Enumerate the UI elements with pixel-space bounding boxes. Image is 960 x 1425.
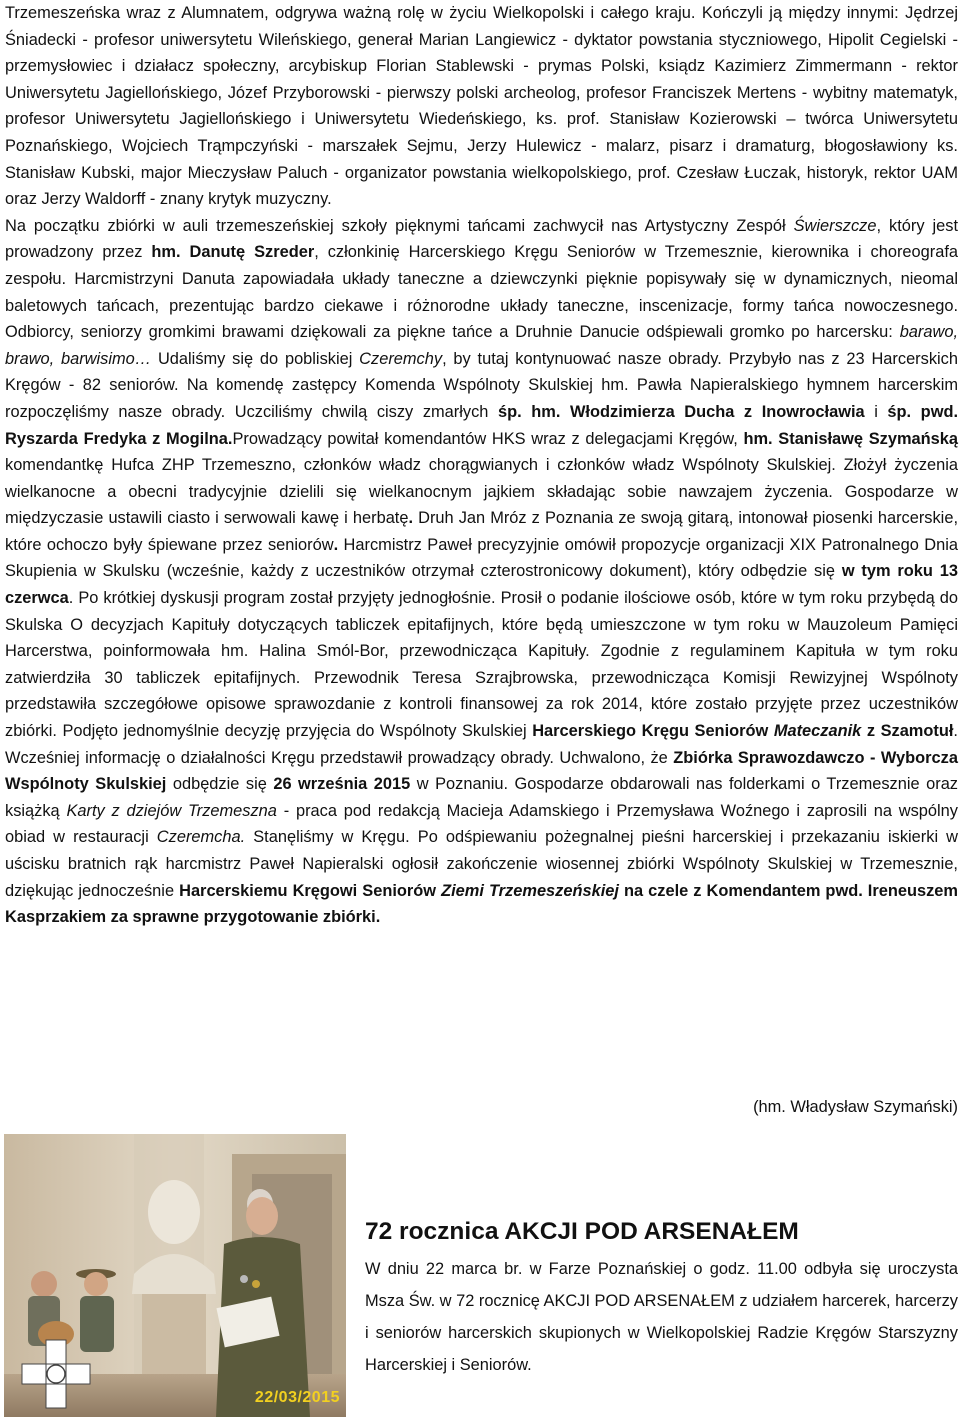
photo-bust-head: [148, 1180, 200, 1244]
photo-man-medal: [240, 1275, 248, 1283]
photo-date-stamp: 22/03/2015: [254, 1389, 340, 1406]
text-run: . Wcześniej informację o działalności Kręgu przedstawił prowadzący obrady. Uchwalono, że: [5, 722, 958, 767]
text-run: .: [408, 509, 414, 528]
article-text: [5, 0, 958, 931]
text-run: hm.: [743, 429, 773, 448]
text-run: Stanęliśmy w Kręgu. Po odśpiewaniu pożegnalnej pieśni harcerskiej i przekazaniu iskierki w uścisku bratnich rąk harcmistrz Paweł Napieralski ogłosił zakończenie wiosennej zbiórki Wspólnoty Skulskiej w Trzemesznie, dziękując jednocześnie: [5, 828, 958, 900]
text-run: barawo, brawo, barwisimo…: [5, 323, 958, 368]
text-run: komendantkę Hufca ZHP Trzemeszno, członków władz chorągwianych i członków władz Wspólnoty Skulskiej. Złożył życzenia wielkanocne a obecni tradycyjnie dzielili się wielkanocnym jajkiem składając sobie nawzajem życzenia. Gospodarze w międzyczasie ustawili ciasto i serwowali kawę i herbatę: [5, 456, 958, 528]
text-run: , który jest prowadzony przez: [5, 216, 958, 262]
text-run: Mateczanik: [773, 722, 862, 741]
text-run: i: [864, 402, 888, 421]
text-run: Czeremcha.: [156, 828, 246, 847]
text-run: - praca pod redakcją Macieja Adamskiego i Przemysława Woźnego i zaprosili na wspólny obiad w restauracji: [5, 801, 958, 847]
event-photo-scene: [4, 1134, 346, 1417]
text-run: Harcerskiego Kręgu Seniorów: [532, 722, 774, 741]
text-run: w tym roku 13 czerwca: [5, 562, 958, 608]
text-run: Zbiórka Sprawozdawczo - Wyborcza Wspólnoty Skulskiej: [5, 748, 958, 794]
text-run: z Szamotuł: [861, 722, 954, 741]
text-run: Harcmistrz Paweł precyzyjnie omówił propozycje organizacji XIX Patronalnego Dnia Skupienia w Skulsku (wcześnie, każdy z uczestników otrzymał czterostronicowy dokument), który odbędzie się: [5, 535, 958, 581]
text-run: Świerszcze: [793, 216, 877, 235]
photo-girl-head: [31, 1271, 57, 1297]
text-run: śp. pwd. Ryszarda Fredyka z Mogilna.: [5, 402, 959, 448]
text-run: odbędzie się: [166, 775, 274, 794]
text-run: Stanisławę Szymańską: [778, 429, 958, 448]
text-run: , by tutaj kontynuować nasze obrady. Przybyło nas z 23 Harcerskich Kręgów - 82 seniorów. Na komendę zastępcy Komenda Wspólnoty Skulskiej hm. Pawła Napieralskiego hymnem harcerskim rozpoczęliśmy nasze obrady. Uczciliśmy chwilą ciszy zmarłych: [5, 349, 958, 421]
text-run: Ziemi Trzemeszeńskiej: [441, 881, 619, 900]
text-run: Czeremchy: [359, 349, 443, 368]
photo-scout-head: [84, 1272, 108, 1296]
text-run: 26 września 2015: [273, 775, 411, 794]
text-run: .: [333, 535, 339, 554]
section-arsenal: [365, 1215, 958, 1381]
text-run: . Po krótkiej dyskusji program został przyjęty jednogłośnie. Prosił o podanie ilościowe osób, które w tym roku przybędą do Skulska O decyzjach Kapituły dotyczących tabliczek epitafijnych, które będą umieszczone w tym roku w Mauzoleum Pamięci Harcerstwa, poinformowała hm. Halina Smól-Bor, przewodnicząca Kapituły. Zgodnie z regulaminem Kapituła w tym roku zatwierdziła 30 tabliczek epitafijnych. Przewodnik Teresa Szrajbrowska, przewodnicząca Komisji Rewizyjnej Wspólnoty przedstawiła szczegółowe opisowe sprawozdanie z kontroli finansowej za rok 2014, które zostało przyjęte przez uczestników zbiórki. Podjęto jednomyślnie decyzję przyjęcia do Wspólnoty Skulskiej: [5, 589, 958, 741]
text-run: [181, 243, 190, 261]
photo-scout-body: [80, 1296, 114, 1352]
text-run: , członkinię Harcerskiego Kręgu Seniorów w Trzemesznie, kierownika i choreografa zespołu. Harcmistrzyni Danuta zapowiadała układy taneczne a dziewczynki pięknie popisywały się w dynamicznych, nieomal baletowych tańcach, prezentując bardzo ciekawe i różnorodne układy taneczne, inscenizacje, formy tańca nowoczesnego. Odbiorcy, seniorzy gromkimi brawami dziękowali za piękne tańce a Druhnie Danucie odśpiewali gromko po harcersku:: [5, 243, 958, 342]
section-body: W dniu 22 marca br. w Farze Poznańskiej o godz. 11.00 odbyła się uroczysta Msza Św. w 72 rocznicę AKCJI POD ARSENAŁEM z udziałem harcerek, harcerzy i seniorów harcerskich skupionych w Wielkopolskiej Radzie Kręgów Starszyzny Harcerskiej i Seniorów.: [365, 1260, 958, 1374]
article-signature: (hm. Władysław Szymański): [753, 1098, 958, 1116]
text-run: Harcerskiemu Kręgowi Seniorów: [179, 881, 442, 900]
text-run: Druh Jan Mróz z Poznania ze swoją gitarą, intonował piosenki harcerskie, które ochoczo były śpiewane przez seniorów: [5, 509, 958, 554]
text-run: Danutę Szreder: [189, 243, 315, 262]
photo-man-head: [246, 1197, 278, 1235]
section-title: 72 rocznica AKCJI POD ARSENAŁEM: [365, 1218, 799, 1245]
photo-man-medal-2: [252, 1280, 260, 1288]
text-run: w Poznaniu. Gospodarze obdarowali nas folderkami o Trzemesznie oraz książką: [5, 775, 958, 820]
event-photo: [4, 1134, 346, 1417]
text-run: Udaliśmy się do pobliskiej: [151, 349, 360, 368]
text-run: Na początku zbiórki w auli trzemeszeńskiej szkoły pięknymi tańcami zachwycił nas Artystyczny Zespół: [5, 216, 794, 235]
article-paragraph-meeting: [5, 213, 958, 931]
article-paragraph-alumni: Trzemeszeńska wraz z Alumnatem, odgrywa ważną rolę w życiu Wielkopolski i całego kraju. Kończyli ją między innymi: Jędrzej Śniadecki - profesor uniwersytetu Wileńskiego, generał Marian Langiewicz - dyktator powstania styczniowego, Hipolit Cegielski - przemysłowiec i działacz społeczny, arcybiskup Florian Stablewski - prymas Polski, ksiądz Kazimierz Zimmermann - rektor Uniwersytetu Jagiellońskiego, Józef Przyborowski - pierwszy polski archeolog, profesor Franciszek Mertens - wybitny matematyk, profesor Uniwersytetu Jagiellońskiego i Uniwersytetu Wiedeńskiego, ks. prof. Stanisław Kozierowski – twórca Uniwersytetu Poznańskiego, Wojciech Trąmpczyński - marszałek Sejmu, Jerzy Hulewicz - malarz, pisarz i dramaturg, błogosławiony ks. Stanisław Kubski, major Mieczysław Paluch - organizator powstania wielkopolskiego, prof. Czesław Łuczak, historyk, rektor UAM oraz Jerzy Waldorff - znany krytyk muzyczny.: [5, 4, 958, 209]
text-run: Prowadzący powitał komendantów HKS wraz z delegacjami Kręgów,: [232, 429, 744, 448]
text-run: śp. hm. Włodzimierza Ducha z Inowrocławia: [497, 402, 865, 421]
text-run: Karty z dziejów Trzemeszna: [66, 801, 277, 820]
text-run: hm.: [151, 243, 181, 262]
text-run: na czele z Komendantem pwd. Ireneuszem Kasprzakiem za sprawne przygotowanie zbiórki.: [5, 881, 958, 927]
